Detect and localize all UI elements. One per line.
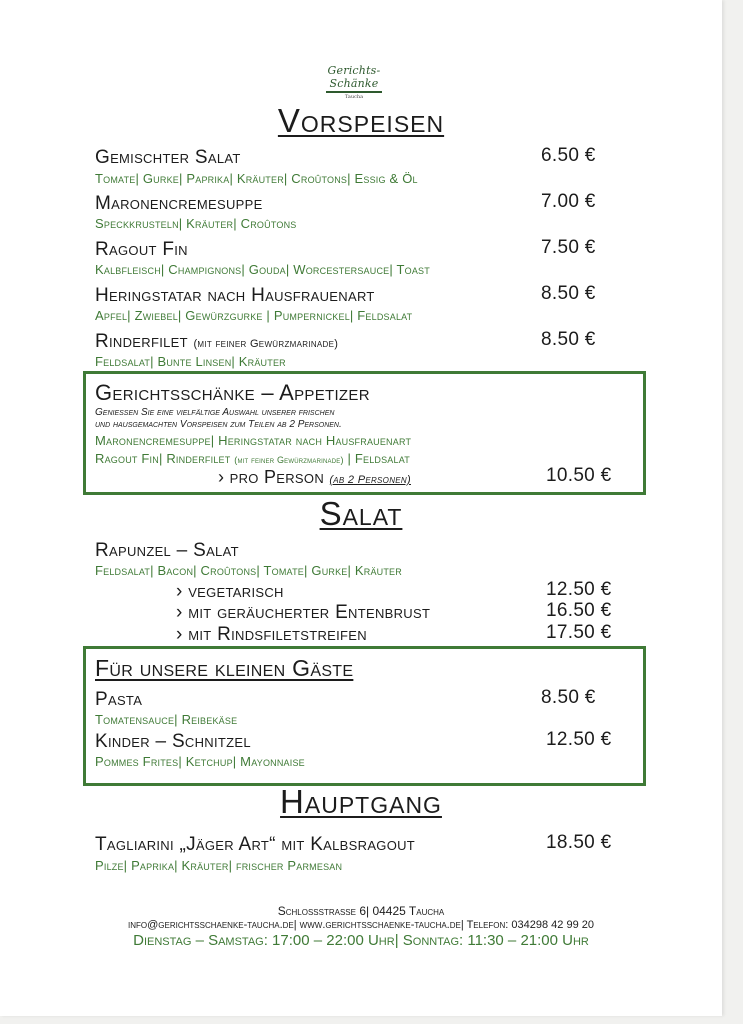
- dish-ingredients: Speckkrusteln| Kräuter| Croûtons: [95, 216, 297, 231]
- footer-contact: info@gerichtsschaenke-taucha.de| www.gerichtsschaenke-taucha.de| Telefon: 034298 42 99 20: [128, 919, 594, 931]
- appetizer-items-line1: Maronencremesuppe| Heringstatar nach Hausfrauenart: [95, 433, 412, 448]
- appetizer-description-line2: und hausgemachten Vorspeisen zum Teilen ab 2 Personen.: [95, 419, 342, 430]
- section-title-salat: Salat: [319, 495, 403, 532]
- salad-name: Rapunzel – Salat: [95, 540, 239, 561]
- per-person-note: (ab 2 Personen): [329, 474, 411, 486]
- dish-price: 8.50 €: [541, 283, 596, 304]
- salad-option: › mit Rindsfiletstreifen: [176, 624, 367, 645]
- kids-dish-price: 12.50 €: [546, 729, 612, 750]
- appetizer-items-line2: [95, 451, 410, 466]
- appetizer-description-line1: Geniessen Sie eine vielfältige Auswahl unserer frischen: [95, 407, 335, 418]
- dish-name: Heringstatar nach Hausfrauenart: [95, 285, 375, 306]
- logo-sub: Taucha: [344, 94, 364, 100]
- dish-ingredients: Feldsalat| Bunte Linsen| Kräuter: [95, 354, 286, 369]
- dish-price: 8.50 €: [541, 329, 596, 350]
- dish-name-note: (mit feiner Gewürzmarinade): [193, 338, 339, 350]
- appetizer-per-person: [218, 467, 411, 488]
- salad-option-price: 17.50 €: [546, 622, 612, 643]
- salad-ingredients: Feldsalat| Bacon| Croûtons| Tomate| Gurke| Kräuter: [95, 563, 402, 578]
- kids-dish-ingredients: Tomatensauce| Reibekäse: [95, 712, 238, 727]
- salad-option: › mit geräucherter Entenbrust: [176, 602, 431, 623]
- dish-name: Ragout Fin: [95, 239, 188, 260]
- salad-option-price: 16.50 €: [546, 600, 612, 621]
- dish-price: 6.50 €: [541, 145, 596, 166]
- kids-dish-name: Kinder – Schnitzel: [95, 731, 251, 752]
- footer-address: Schlossstrasse 6| 04425 Taucha: [277, 904, 445, 918]
- appetizer-items-note: (mit feiner Gewürzmarinade): [234, 455, 344, 465]
- section-title-vorspeisen: Vorspeisen: [277, 102, 445, 139]
- appetizer-price: 10.50 €: [546, 465, 612, 486]
- salad-option: › vegetarisch: [176, 581, 284, 602]
- dish-ingredients: Apfel| Zwiebel| Gewürzgurke | Pumpernickel| Feldsalat: [95, 308, 413, 323]
- dish-name: Gemischter Salat: [95, 147, 241, 168]
- appetizer-items-text: Ragout Fin| Rinderfilet: [95, 451, 231, 466]
- footer-opening-hours: Dienstag – Samstag: 17:00 – 22:00 Uhr| Sonntag: 11:30 – 21:00 Uhr: [133, 932, 589, 949]
- dish-ingredients: Tomate| Gurke| Paprika| Kräuter| Croûtons| Essig & Öl: [95, 171, 418, 186]
- main-dish-ingredients: Pilze| Paprika| Kräuter| frischer Parmesan: [95, 858, 343, 873]
- kids-dish-ingredients: Pommes Frites| Ketchup| Mayonnaise: [95, 754, 305, 769]
- dish-price: 7.50 €: [541, 237, 596, 258]
- kids-dish-price: 8.50 €: [541, 687, 596, 708]
- appetizer-title: Gerichtsschänke – Appetizer: [95, 380, 370, 405]
- kids-dish-name: Pasta: [95, 689, 143, 710]
- logo-divider: [326, 91, 382, 93]
- dish-name-text: Rinderfilet: [95, 331, 188, 352]
- logo-name: Gerichts-Schänke: [327, 64, 381, 90]
- restaurant-logo: [312, 64, 396, 100]
- per-person-label: › pro Person: [218, 467, 325, 487]
- appetizer-items-text: | Feldsalat: [347, 451, 410, 466]
- section-title-hauptgang: Hauptgang: [280, 783, 442, 820]
- dish-name: [95, 331, 338, 353]
- salad-option-price: 12.50 €: [546, 579, 612, 600]
- dish-price: 7.00 €: [541, 191, 596, 212]
- kids-menu-title: Für unsere kleinen Gäste: [95, 655, 354, 681]
- main-dish-price: 18.50 €: [546, 832, 612, 853]
- dish-name: Maronencremesuppe: [95, 193, 263, 214]
- main-dish-name: Tagliarini „Jäger Art“ mit Kalbsragout: [95, 834, 416, 855]
- dish-ingredients: Kalbfleisch| Champignons| Gouda| Worcestersauce| Toast: [95, 262, 430, 277]
